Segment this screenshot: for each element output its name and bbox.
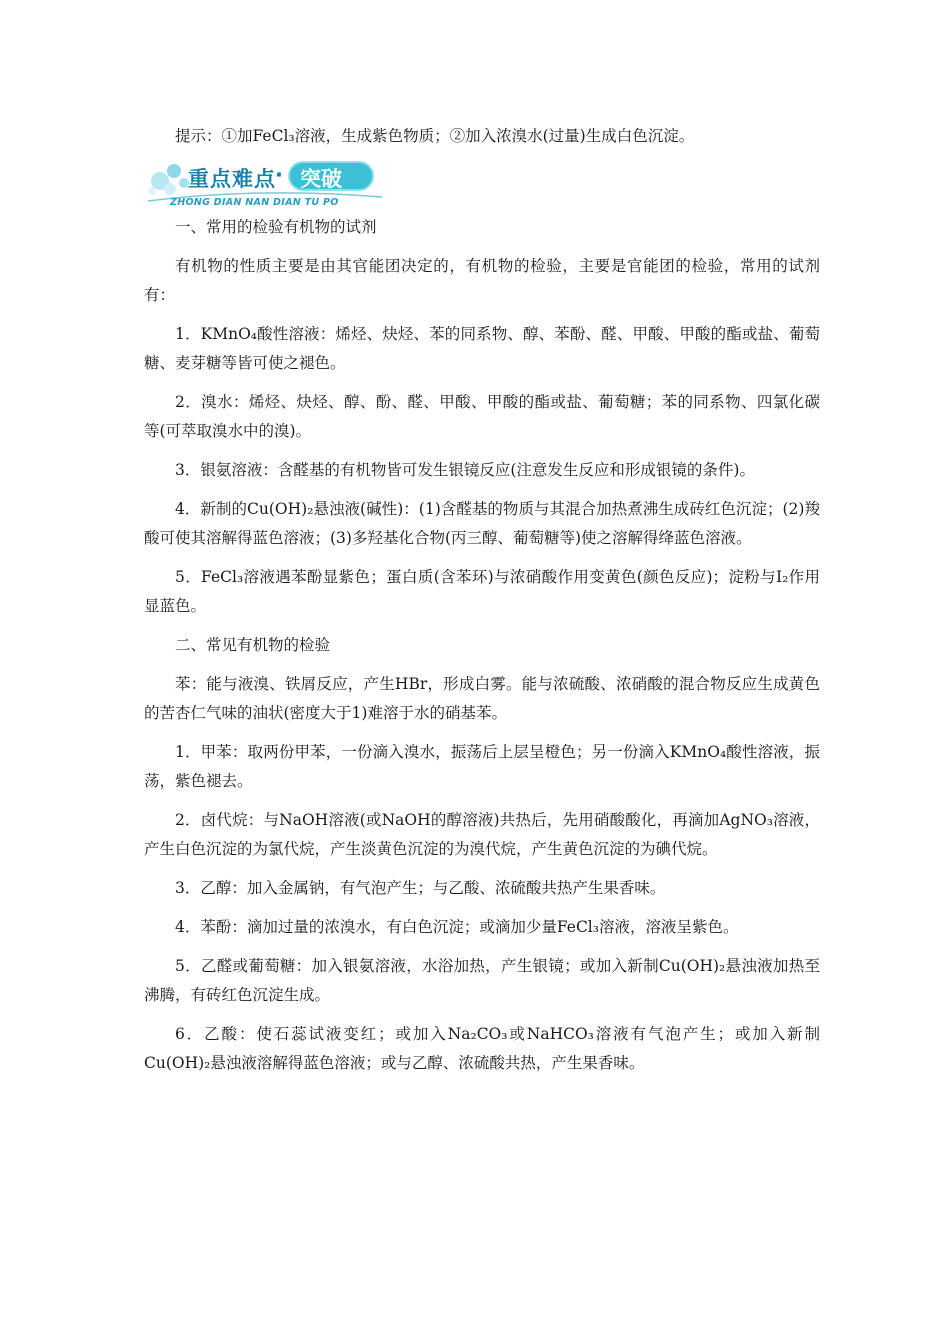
banner-dot: · <box>275 163 283 187</box>
section2-item: 1．甲苯：取两份甲苯，一份滴入溴水，振荡后上层呈橙色；另一份滴入KMnO₄酸性溶液，振荡，紫色褪去。 <box>144 743 820 790</box>
banner-highlight: 突破 <box>300 167 342 191</box>
document-content <box>144 122 820 1088</box>
section2-item: 5．乙醛或葡萄糖：加入银氨溶液，水浴加热，产生银镜；或加入新制Cu(OH)₂悬浊液加热至沸腾，有砖红色沉淀生成。 <box>144 957 820 1004</box>
section1-heading: 一、常用的检验有机物的试剂 <box>175 218 377 236</box>
section2-item: 2．卤代烷：与NaOH溶液(或NaOH的醇溶液)共热后，先用硝酸酸化，再滴加AgNO₃溶液，产生白色沉淀的为氯代烷，产生淡黄色沉淀的为溴代烷，产生黄色沉淀的为碘代烷。 <box>144 811 820 858</box>
section2-item: 3．乙醇：加入金属钠，有气泡产生；与乙酸、浓硫酸共热产生果香味。 <box>175 879 666 897</box>
section1-item: 4．新制的Cu(OH)₂悬浊液(碱性)：(1)含醛基的物质与其混合加热煮沸生成砖红色沉淀；(2)羧酸可使其溶解得蓝色溶液；(3)多羟基化合物(丙三醇、葡萄糖等)使之溶解得绛蓝色溶液。 <box>144 500 820 547</box>
section2-item: 6．乙酸：使石蕊试液变红；或加入Na₂CO₃或NaHCO₃溶液有气泡产生；或加入新制Cu(OH)₂悬浊液溶解得蓝色溶液；或与乙醇、浓硫酸共热，产生果香味。 <box>144 1025 820 1072</box>
section1-item: 5．FeCl₃溶液遇苯酚显紫色；蛋白质(含苯环)与浓硝酸作用变黄色(颜色反应)；淀粉与I₂作用显蓝色。 <box>144 568 820 615</box>
hint-paragraph: 提示：①加FeCl₃溶液，生成紫色物质；②加入浓溴水(过量)生成白色沉淀。 <box>175 127 695 145</box>
section1-item: 2．溴水：烯烃、炔烃、醇、酚、醛、甲酸、甲酸的酯或盐、葡萄糖；苯的同系物、四氯化碳等(可萃取溴水中的溴)。 <box>144 393 820 440</box>
section2-intro: 苯：能与液溴、铁屑反应，产生HBr，形成白雾。能与浓硫酸、浓硝酸的混合物反应生成黄色的苦杏仁气味的油状(密度大于1)难溶于水的硝基苯。 <box>144 675 820 722</box>
section-banner <box>140 157 390 219</box>
section1-item: 3．银氨溶液：含醛基的有机物皆可发生银镜反应(注意发生反应和形成银镜的条件)。 <box>175 461 755 479</box>
section2-item: 4．苯酚：滴加过量的浓溴水，有白色沉淀；或滴加少量FeCl₃溶液，溶液呈紫色。 <box>175 918 739 936</box>
section1-item: 1．KMnO₄酸性溶液：烯烃、炔烃、苯的同系物、醇、苯酚、醛、甲酸、甲酸的酯或盐、葡萄糖、麦芽糖等皆可使之褪色。 <box>144 325 820 372</box>
banner-title: 重点难点 <box>188 167 276 191</box>
section1-intro: 有机物的性质主要是由其官能团决定的，有机物的检验，主要是官能团的检验，常用的试剂有： <box>144 257 820 304</box>
banner-subtitle: ZHONG DIAN NAN DIAN TU PO <box>170 197 339 208</box>
section2-heading: 二、常见有机物的检验 <box>175 636 331 654</box>
